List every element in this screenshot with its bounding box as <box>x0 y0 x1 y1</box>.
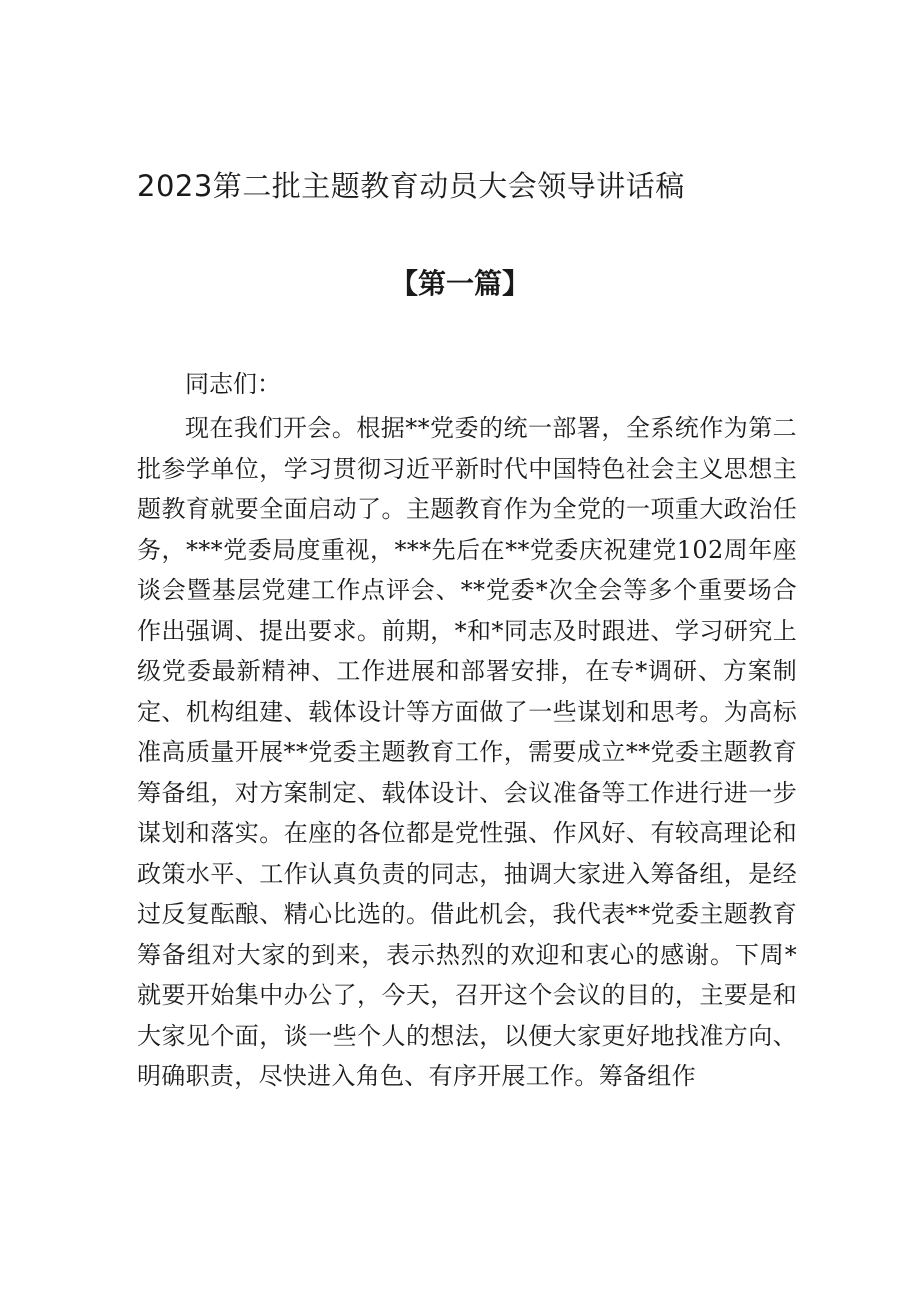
section-heading: 【第一篇】 <box>389 267 530 300</box>
body-paragraph: 现在我们开会。根据**党委的统一部署，全系统作为第二批参学单位，学习贯彻习近平新时代中国特色社会主义思想主题教育就要全面启动了。主题教育作为全党的一项重大政治任务，***党委局度重视，***先后在**党委庆祝建党102周年座谈会暨基层党建工作点评会、**党委*次全会等多个重要场合作出强调、提出要求。前期，*和*同志及时跟进、学习研究上级党委最新精神、工作进展和部署安排，在专*调研、方案制定、机构组建、载体设计等方面做了一些谋划和思考。为高标准高质量开展**党委主题教育工作，需要成立**党委主题教育筹备组，对方案制定、载体设计、会议准备等工作进行进一步谋划和落实。在座的各位都是党性强、作风好、有较高理论和政策水平、工作认真负责的同志，抽调大家进入筹备组，是经过反复酝酿、精心比选的。借此机会，我代表**党委主题教育筹备组对大家的到来，表示热烈的欢迎和衷心的感谢。下周*就要开始集中办公了，今天，召开这个会议的目的，主要是和大家见个面，谈一些个人的想法，以便大家更好地找准方向、明确职责，尽快进入角色、有序开展工作。筹备组作 <box>137 414 797 1090</box>
salutation: 同志们： <box>185 370 281 398</box>
document-title: 2023第二批主题教育动员大会领导讲话稿 <box>137 169 685 203</box>
